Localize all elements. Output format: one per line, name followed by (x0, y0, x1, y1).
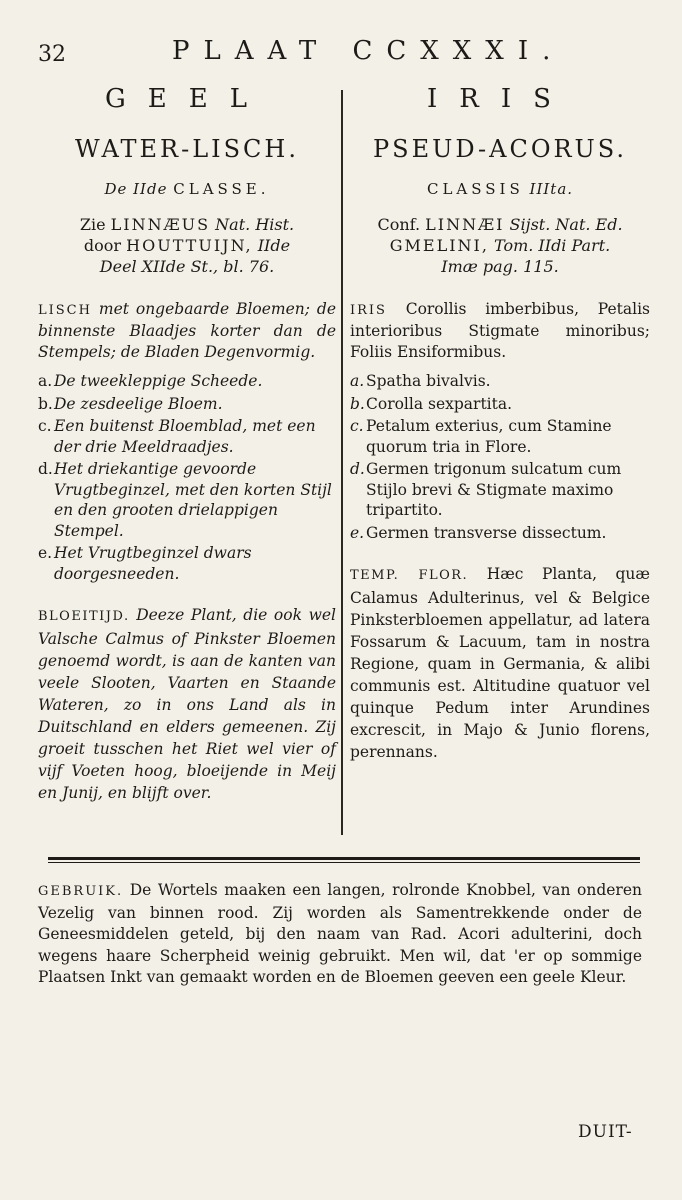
usage-lead: GEBRUIK. (38, 884, 124, 899)
latin-ref-editor: GMELINI, (389, 236, 489, 255)
latin-ref-conf: Conf. (377, 215, 421, 234)
usage-text: De Wortels maaken een langen, rolronde Knobbel, van onderen Vezelig van binnen rood. Zij worden als Samentrekkende onder de Geneesmiddelen geteld, bij den naam van Rad. Acori adulterini, doch wegens haare Scherpheid weinig gebruikt. Men wil, dat 'er op sommige Plaatsen Inkt van gemaakt worden en de Bloemen geeven een geele Kleur. (38, 881, 642, 986)
plate-title: PLAAT CCXXXI. (172, 36, 565, 66)
list-item: d. Het driekantige gevoorde Vrugtbeginzel, met den korten Stijl en den grooten drielappigen Stempel. (38, 460, 332, 540)
dutch-ref-work: Nat. Hist. (215, 215, 295, 234)
latin-ref-tome: Tom. IIdi Part. (494, 236, 611, 255)
list-item: d. Germen trigonum sulcatum cum Stijlo brevi & Stigmate maximo tripartito. (350, 460, 622, 519)
latin-desc-lead: IRIS (350, 303, 387, 318)
page-number: 32 (38, 42, 66, 67)
list-item: a. Spatha bivalvis. (350, 372, 491, 390)
latin-class-line (350, 180, 650, 198)
dutch-desc-lead: LISCH (38, 303, 92, 318)
dutch-ref-part: IIde (257, 236, 291, 255)
usage-paragraph (38, 880, 642, 989)
latin-reference (350, 214, 650, 277)
dutch-flowering-paragraph (38, 604, 336, 804)
column-divider (341, 90, 343, 835)
dutch-ref-translator: HOUTTUIJN, (126, 236, 253, 255)
latin-flowering-text: Hæc Planta, quæ Calamus Adulterinus, vel & Belgice Pinksterbloemen appellatur, ad latera Fossarum & Lacuum, tam in nostra Regione, quam in Germania, & alibi communis est. Altitudine quatuor vel quinque Pedum inter Arundines excrescit, in Majo & Junio florens, perennans. (350, 565, 650, 761)
dutch-class-prefix: De IIde (104, 180, 168, 198)
dutch-reference (38, 214, 336, 277)
latin-ref-page: Imæ pag. 115. (441, 257, 559, 276)
latin-class-number: IIIta. (529, 180, 574, 198)
latin-ref-author: LINNÆI (425, 215, 505, 234)
latin-class-word: CLASSIS (426, 180, 524, 198)
dutch-flowering-lead: BLOEITIJD. (38, 609, 130, 624)
dutch-ref-zie: Zie (79, 215, 106, 234)
dutch-flowering-text: Deeze Plant, die ook wel Valsche Calmus of Pinkster Bloemen genoemd wordt, is aan de kanten van veele Slooten, Vaarten en Staande Wateren, zo in ons Land als in Duitschland en elders gemeenen. Zij groeit tusschen het Riet wel vier of vijf Voeten hoog, bloeijende in Meij en Junij, en blijft over. (38, 606, 336, 802)
dutch-ref-volume: Deel XIIde St., bl. 76. (99, 257, 275, 276)
latin-flowering-paragraph (350, 563, 650, 763)
latin-title-line2: PSEUD-ACORUS. (372, 135, 627, 163)
horizontal-rule (48, 857, 640, 860)
dutch-class-line (38, 180, 336, 198)
latin-description (350, 299, 650, 363)
dutch-ref-author: LINNÆUS (110, 215, 211, 234)
list-item: e. Het Vrugtbeginzel dwars doorgesneeden. (38, 544, 252, 583)
dutch-class-word: CLASSE. (173, 180, 270, 198)
latin-flowering-lead: TEMP. FLOR. (350, 568, 469, 583)
latin-ref-work: Sijst. Nat. Ed. (509, 215, 623, 234)
dutch-desc-text: met ongebaarde Bloemen; de binnenste Blaadjes korter dan de Stempels; de Bladen Degenvormig. (38, 300, 336, 361)
dutch-description (38, 299, 336, 363)
list-item: b. Corolla sexpartita. (350, 394, 513, 413)
latin-figure-legend (350, 371, 650, 543)
latin-column (350, 84, 650, 763)
catchword: DUIT- (578, 1122, 633, 1142)
latin-desc-text: Corollis imberbibus, Petalis interioribus Stigmate minoribus; Foliis Ensiformibus. (350, 300, 650, 361)
list-item: e. Germen transverse dissectum. (350, 523, 607, 542)
list-item: c. Een buitenst Bloemblad, met een der drie Meeldraadjes. (38, 417, 316, 456)
dutch-ref-door: door (83, 236, 122, 255)
list-item: a. De tweekleppige Scheede. (38, 372, 263, 390)
horizontal-rule-thin (48, 862, 640, 863)
dutch-title-line1: GEEL (105, 84, 269, 114)
list-item: b. De zesdeelige Bloem. (38, 394, 223, 413)
dutch-column (38, 84, 336, 804)
list-item: c. Petalum exterius, cum Stamine quorum tria in Flore. (350, 417, 612, 456)
latin-title-line1: IRIS (427, 84, 573, 114)
dutch-title-line2: WATER-LISCH. (75, 135, 299, 163)
dutch-figure-legend (38, 371, 336, 584)
